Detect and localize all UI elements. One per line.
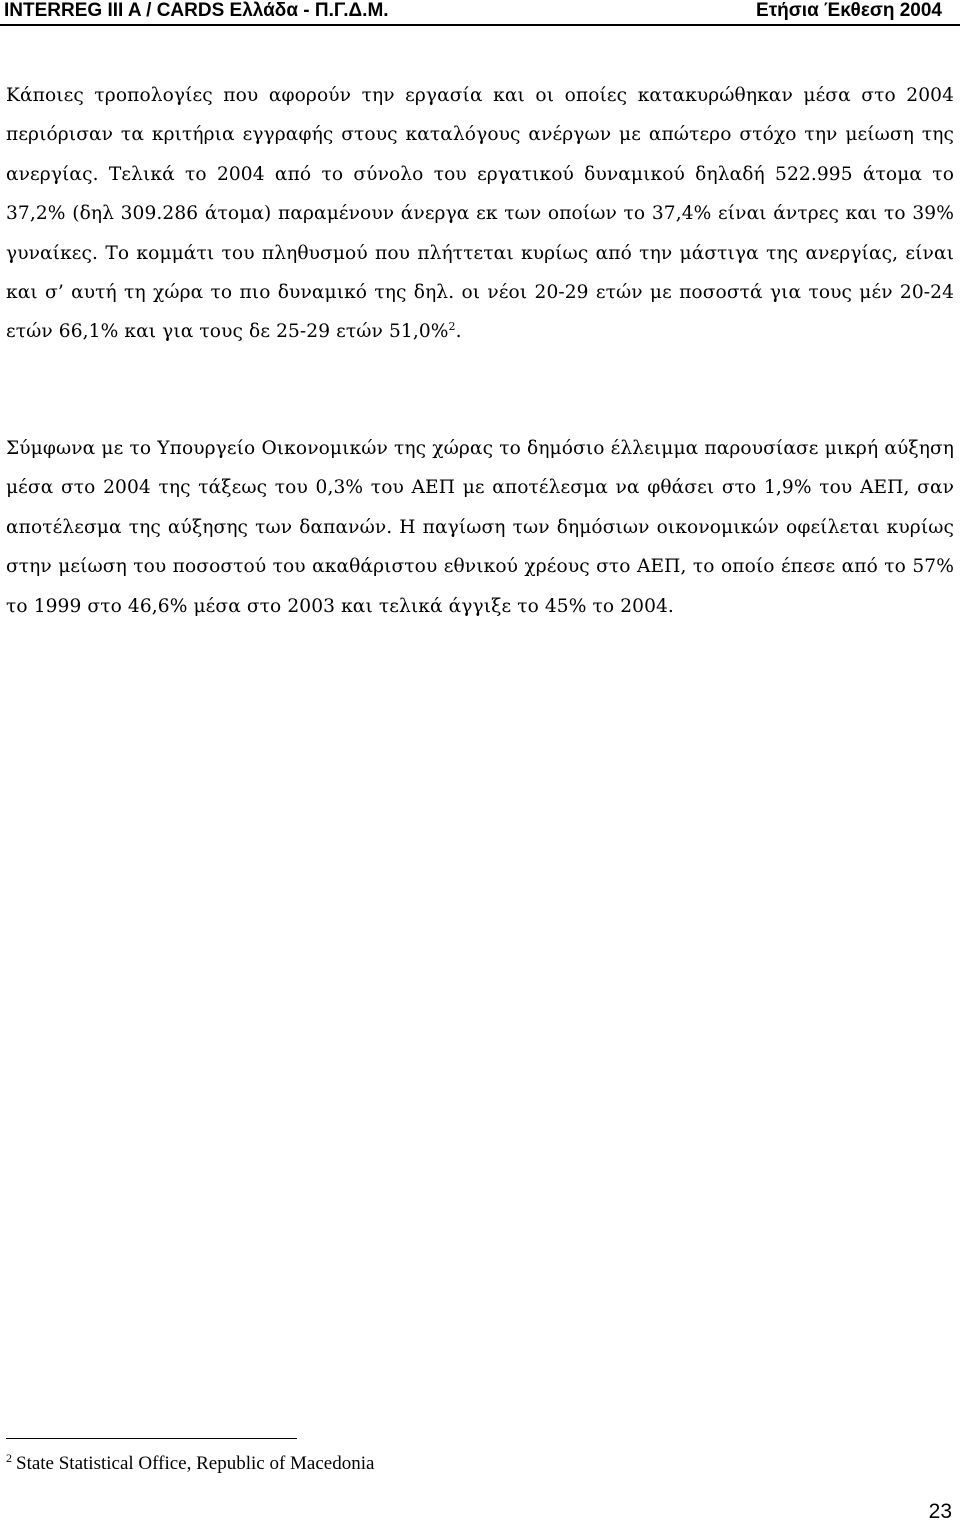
header-project-title: INTERREG III A / CARDS Ελλάδα - Π.Γ.Δ.Μ.: [4, 0, 389, 21]
page-number: 23: [928, 1500, 952, 1523]
footnote-number: 2: [6, 1451, 12, 1465]
footnote: [6, 1452, 374, 1476]
footnote-text: State Statistical Office, Republic of Macedonia: [16, 1453, 375, 1474]
page-header: [0, 0, 960, 26]
paragraph-unemployment-tail: .: [455, 321, 462, 343]
paragraph-unemployment-text: Κάποιες τροπολογίες που αφορούν την εργασία και οι οποίες κατακυρώθηκαν μέσα στο 2004 περιόρισαν τα κριτήρια εγγραφής στους καταλόγους ανέργων με απώτερο στόχο την μείωση της ανεργίας. Τελικά το 2004 από το σύνολο του εργατικού δυναμικού δηλαδή 522.995 άτομα το 37,2% (δηλ 309.286 άτομα) παραμένουν άνεργα εκ των οποίων το 37,4% είναι άντρες και το 39% γυναίκες. Το κομμάτι του πληθυσμού που πλήττεται κυρίως από την μάστιγα της ανεργίας, είναι και σ’ αυτή τη χώρα το πιο δυναμικό της δηλ. οι νέοι 20-29 ετών με ποσοστά για τους μέν 20-24 ετών 66,1% και για τους δε 25-29 ετών 51,0%: [6, 85, 954, 343]
header-report-title: Ετήσια Έκθεση 2004: [756, 0, 942, 21]
paragraph-public-finance-text: Σύμφωνα με το Υπουργείο Οικονομικών της χώρας το δημόσιο έλλειμμα παρουσίασε μικρή αύξηση μέσα στο 2004 της τάξεως του 0,3% του ΑΕΠ με αποτέλεσμα να φθάσει στο 1,9% του ΑΕΠ, σαν αποτέλεσμα της αύξησης των δαπανών. Η παγίωση των δημόσιων οικονομικών οφείλεται κυρίως στην μείωση του ποσοστού του ακαθάριστου εθνικού χρέους στο ΑΕΠ, το οποίο έπεσε από το 57% το 1999 στο 46,6% μέσα στο 2003 και τελικά άγγιξε το 45% το 2004.: [6, 438, 954, 617]
footnote-reference[interactable]: 2: [448, 320, 456, 334]
paragraph-public-finance: [6, 429, 954, 626]
footnote-separator: [6, 1438, 297, 1439]
paragraph-unemployment: [6, 76, 954, 352]
